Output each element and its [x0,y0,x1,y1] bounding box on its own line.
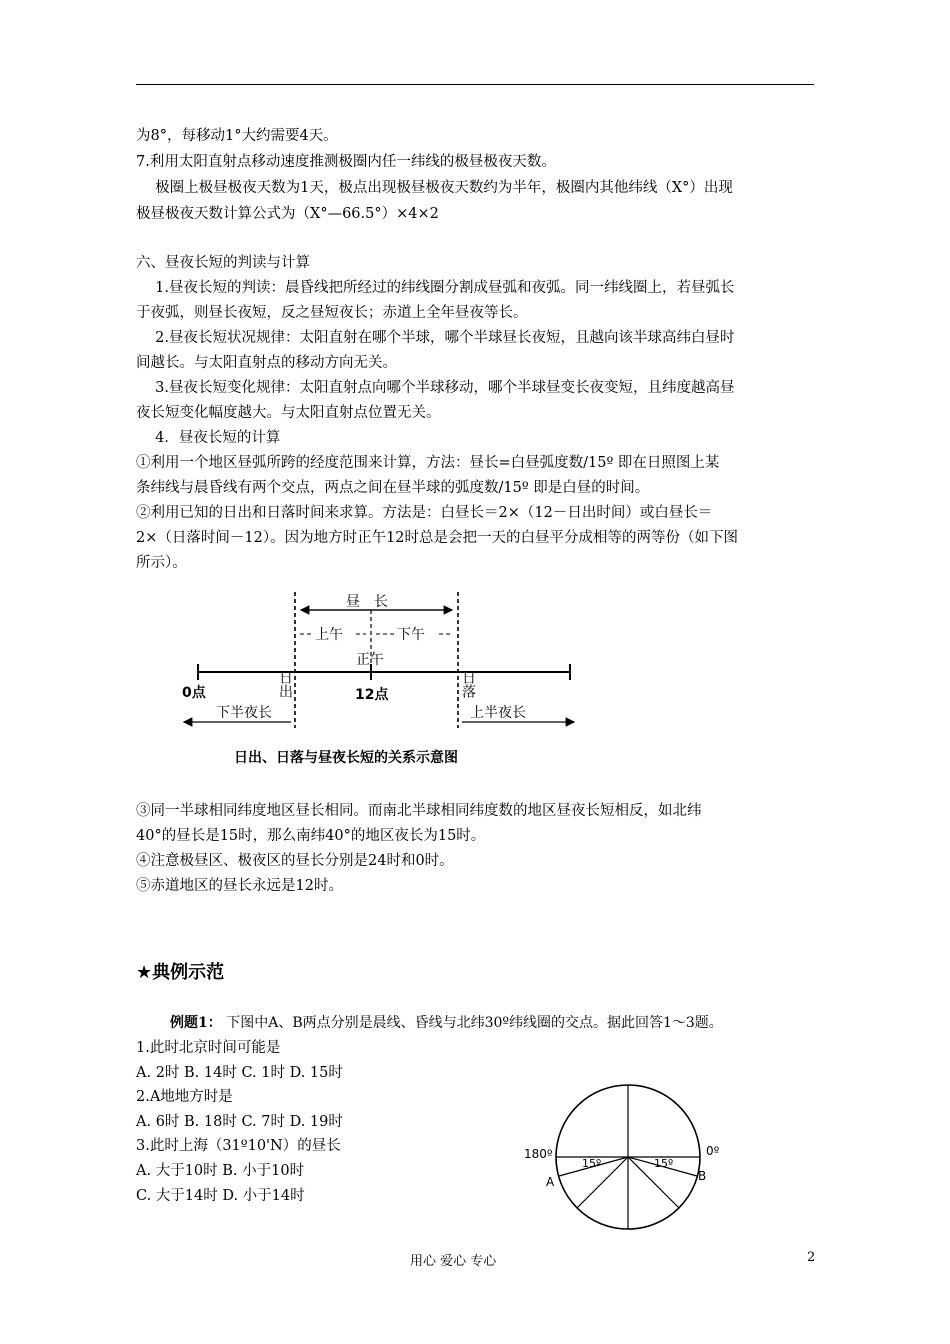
left-longitude-label: 180º [524,1147,553,1161]
text-line: 4．昼夜长短的计算 [136,430,281,446]
example-section-title: ★典例示范 [136,962,225,983]
example-label: 例题1： [170,1015,222,1031]
text-line: 极昼极夜天数计算公式为（X°—66.5°）×4×2 [136,206,439,222]
text-line: ③同一半球相同纬度地区昼长相同。而南北半球相同纬度数的地区昼夜长短相反，如北纬 [136,803,702,819]
sunrise-label: 日出 [277,670,293,698]
right-longitude-label: 0º [706,1144,720,1158]
question-3: 3.此时上海（31º10'N）的昼长 [136,1138,341,1154]
text-line: 极圈上极昼极夜天数为1天，极点出现极昼极夜天数约为半年，极圈内其他纬线（X°）出现 [136,180,733,196]
angle-right-label: 15º [654,1157,674,1170]
text-line: 3.昼夜长短变化规律：太阳直射点向哪个半球移动，哪个半球昼变长夜变短，且纬度越高昼 [136,380,735,396]
text-line: 40°的昼长是15时，那么南纬40°的地区夜长为15时。 [136,828,486,844]
question-2: 2.A地地方时是 [136,1089,233,1105]
question-1-options: A. 2时 B. 14时 C. 1时 D. 15时 [136,1065,343,1081]
text-line: ④注意极昼区、极夜区的昼长分别是24时和0时。 [136,853,454,869]
point-b-label: B [698,1169,707,1183]
text-line: 1.昼夜长短的判读：晨昏线把所经过的纬线圈分割成昼弧和夜弧。同一纬线圈上，若昼弧长 [136,280,735,296]
day-length-diagram [170,586,590,776]
text-line: 2×（日落时间－12）。因为地方时正午12时总是会把一天的白昼平分成相等的两等份（如下图 [136,530,739,546]
day-length-label: 昼 长 [346,594,388,610]
example-intro [170,1013,723,1033]
morning-label: 上午 [315,627,343,643]
text-line: 7.利用太阳直射点移动速度推测极圈内任一纬线的极昼极夜天数。 [136,154,556,170]
angle-left-label: 15º [582,1157,602,1170]
text-line: ②利用已知的日出和日落时间来求算。方法是：白昼长＝2×（12－日出时间）或白昼长＝ [136,505,713,521]
text-line: 所示）。 [136,555,187,571]
text-line: 于夜弧，则昼长夜短，反之昼短夜长；赤道上全年昼夜等长。 [136,305,528,321]
latitude-circle-diagram [518,1080,728,1240]
text-line: ①利用一个地区昼弧所跨的经度范围来计算，方法：昼长=白昼弧度数/15º 即在日照图上某 [136,455,720,471]
lower-night-label: 下半夜长 [216,705,272,721]
page-number: 2 [807,1250,816,1265]
question-1: 1.此时北京时间可能是 [136,1040,281,1056]
afternoon-label: 下午 [397,627,425,643]
footer-motto: 用心 爱心 专心 [410,1254,497,1269]
twelve-label: 12点 [355,687,389,703]
point-a-label: A [546,1175,555,1189]
noon-label: 正午 [356,652,384,668]
section-heading: 六、昼夜长短的判读与计算 [136,255,310,271]
example-text: 下图中A、B两点分别是晨线、昏线与北纬30º纬线圈的交点。据此回答1～3题。 [226,1015,723,1031]
text-line: 为8°，每移动1°大约需要4天。 [136,128,338,144]
diagram-caption: 日出、日落与昼夜长短的关系示意图 [234,750,458,766]
zero-label: 0点 [182,685,206,701]
question-2-options: A. 6时 B. 18时 C. 7时 D. 19时 [136,1114,343,1130]
text-line: 2.昼夜长短状况规律：太阳直射在哪个半球，哪个半球昼长夜短，且越向该半球高纬白昼时 [136,330,735,346]
question-3-options-b: C. 大于14时 D. 小于14时 [136,1188,305,1204]
text-line: 条纬线与晨昏线有两个交点，两点之间在昼半球的弧度数/15º 即是白昼的时间。 [136,480,650,496]
text-line: ⑤赤道地区的昼长永远是12时。 [136,878,343,894]
upper-night-label: 上半夜长 [470,705,526,721]
question-3-options-a: A. 大于10时 B. 小于10时 [136,1163,305,1179]
text-line: 间越长。与太阳直射点的移动方向无关。 [136,355,397,371]
text-line: 夜长短变化幅度越大。与太阳直射点位置无关。 [136,405,441,421]
sunset-label: 日落 [460,670,476,698]
header-rule [136,84,814,85]
